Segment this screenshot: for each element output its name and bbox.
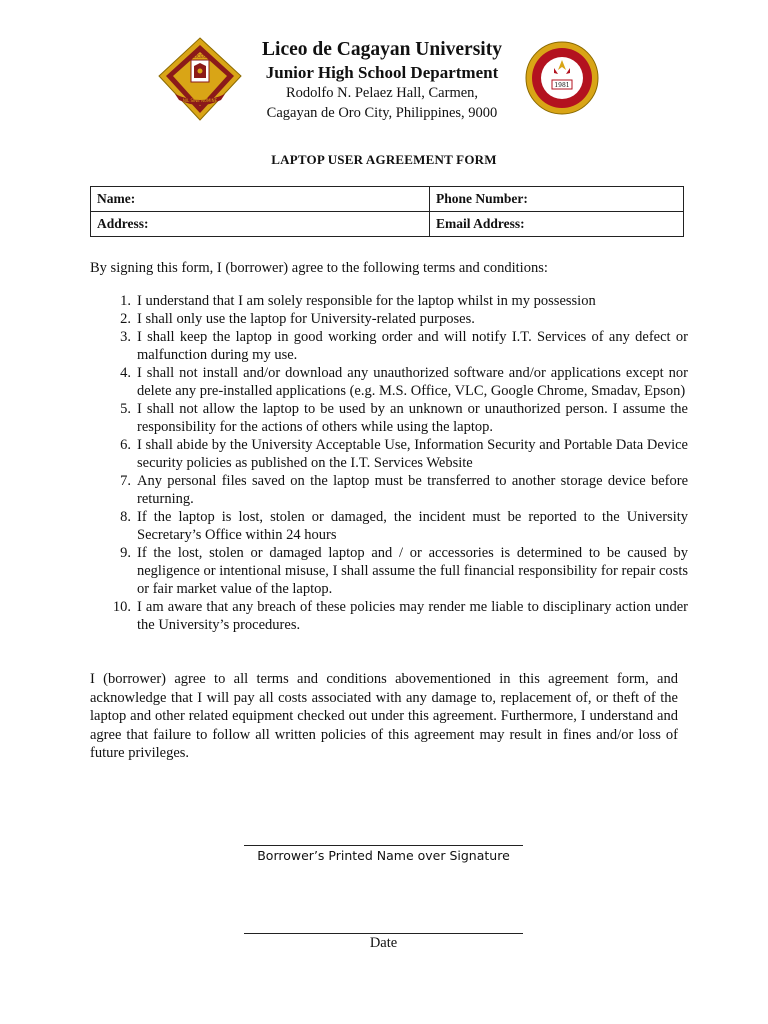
intro-paragraph: By signing this form, I (borrower) agree to the following terms and conditions: [90, 260, 548, 276]
form-title: LAPTOP USER AGREEMENT FORM [271, 152, 497, 167]
item-text: If the laptop is lost, stolen or damaged, the incident must be reported to the University Secretary’s Office within 24 hours [137, 509, 688, 543]
department-name: Junior High School Department [265, 63, 499, 82]
closing-paragraph: I (borrower) agree to all terms and conditions abovementioned in this agreement form, and acknowledge that I will pay all costs associated with any damage to, replacement of, or theft of the laptop and other related equipment checked out under this agreement. Furthermore, I understand and agree that failure to follow all written policies of this agreement may result in fines and/or loss of future privileges. [90, 671, 678, 761]
address-line-2: Cagayan de Oro City, Philippines, 9000 [266, 105, 498, 121]
item-text: I shall keep the laptop in good working order and will notify I.T. Services of any defect or malfunction during my use. [137, 329, 688, 363]
university-name: Liceo de Cagayan University [262, 39, 502, 60]
list-item [90, 292, 688, 310]
item-number: 1. [120, 293, 131, 309]
date-line[interactable] [244, 933, 523, 934]
list-item [90, 544, 688, 598]
list-item [90, 400, 688, 436]
svg-text:NIL SINE NUMINE: NIL SINE NUMINE [182, 98, 218, 103]
phone-number-field[interactable]: Phone Number: [430, 187, 684, 212]
signature-label: Borrower’s Printed Name over Signature [257, 848, 510, 863]
list-item [90, 328, 688, 364]
item-text: I shall not allow the laptop to be used by an unknown or unauthorized person. I assume the responsibility for the actions of others while using the laptop. [137, 401, 688, 435]
table-row [91, 187, 684, 212]
item-text: I shall only use the laptop for University-related purposes. [137, 311, 475, 327]
item-number: 7. [120, 473, 131, 489]
item-number: 10. [112, 599, 131, 615]
address-field[interactable]: Address: [91, 212, 430, 237]
item-number: 6. [120, 437, 131, 453]
letterhead [246, 38, 518, 123]
basic-education-seal-logo [524, 40, 600, 116]
item-text: I shall abide by the University Acceptable Use, Information Security and Portable Data Device security policies as published on the I.T. Services Website [137, 437, 688, 471]
signature-line[interactable] [244, 845, 523, 846]
name-field[interactable]: Name: [91, 187, 430, 212]
svg-text:1981: 1981 [554, 82, 570, 89]
item-text: I shall not install and/or download any unauthorized software and/or applications except nor delete any pre-installed applications (e.g. M.S. Office, VLC, Google Chrome, Smadav, Epson) [137, 365, 688, 399]
address-line-1: Rodolfo N. Pelaez Hall, Carmen, [285, 85, 479, 101]
item-number: 9. [120, 545, 131, 561]
list-item [90, 508, 688, 544]
list-item [90, 472, 688, 508]
item-number: 8. [120, 509, 131, 525]
item-text: I understand that I am solely responsible for the laptop whilst in my possession [137, 293, 596, 309]
item-text: I am aware that any breach of these policies may render me liable to disciplinary action under the University’s procedures. [137, 599, 688, 633]
list-item [90, 598, 688, 634]
item-number: 5. [120, 401, 131, 417]
svg-text:LICEO: LICEO [193, 55, 207, 60]
item-text: If the lost, stolen or damaged laptop and / or accessories is determined to be caused by negligence or intentional misuse, I shall assume the full financial responsibility for repair costs or fair market value of the laptop. [137, 545, 688, 597]
list-item [90, 436, 688, 472]
item-number: 3. [120, 329, 131, 345]
email-address-field[interactable]: Email Address: [430, 212, 684, 237]
date-label: Date [369, 935, 398, 951]
list-item [90, 364, 688, 400]
borrower-info-table [90, 186, 684, 237]
item-number: 4. [120, 365, 131, 381]
list-item [90, 310, 688, 328]
table-row [91, 212, 684, 237]
university-seal-logo [155, 36, 245, 122]
terms-list [90, 292, 688, 634]
item-text: Any personal files saved on the laptop must be transferred to another storage device before returning. [137, 473, 688, 507]
item-number: 2. [120, 311, 131, 327]
